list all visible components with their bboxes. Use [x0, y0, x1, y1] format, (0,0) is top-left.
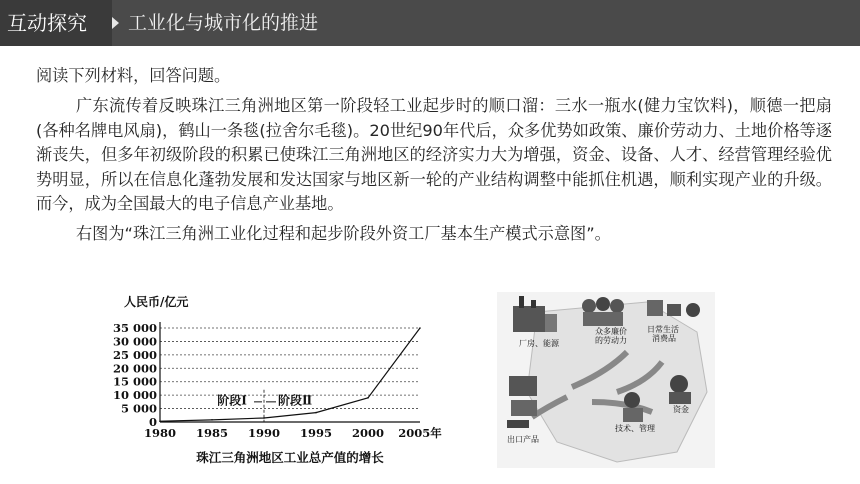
production-model-diagram: [497, 292, 715, 468]
header-bar: [0, 0, 860, 46]
y-axis-label: 人民币/亿元: [124, 295, 189, 309]
y-tick-label: 10 000: [112, 388, 157, 403]
chart-svg: [112, 292, 460, 472]
label-capital: 资金: [673, 405, 689, 414]
output-growth-chart: [112, 292, 460, 472]
stage-1-label: 阶段Ⅰ: [217, 393, 247, 408]
x-tick-label: 1985: [195, 426, 229, 440]
section-tag: 互动探究: [0, 0, 112, 46]
diagram-svg: [497, 292, 715, 468]
x-tick-label: 1995: [299, 426, 333, 440]
x-tick-label: 2005年: [398, 426, 442, 440]
figure-caption-paragraph: 右图为“珠江三角洲工业化过程和起步阶段外资工厂基本生产模式示意图”。: [76, 224, 611, 244]
stage-2-label: 阶段Ⅱ: [278, 393, 313, 408]
export-products-icon: [507, 376, 537, 428]
y-tick-label: 5 000: [120, 401, 157, 416]
intro-text: 阅读下列材料，回答问题。: [36, 66, 231, 85]
page-title: 工业化与城市化的推进: [128, 12, 319, 34]
reading-material: [36, 64, 832, 247]
data-point: [419, 327, 421, 329]
label-goods-2: 消费品: [652, 334, 676, 343]
label-goods-1: 日常生活: [647, 325, 679, 334]
label-tech: 技术、管理: [615, 424, 655, 433]
x-tick-label: 1980: [143, 426, 177, 440]
label-export: 出口产品: [507, 435, 539, 444]
label-labor-1: 众多廉价: [595, 327, 627, 336]
arrow-right-icon: [112, 17, 119, 29]
data-point: [315, 412, 317, 414]
factory-icon: [513, 296, 557, 332]
x-tick-label: 1990: [247, 426, 281, 440]
data-point: [211, 419, 213, 421]
chart-title: 珠江三角洲地区工业总产值的增长: [196, 450, 384, 465]
goods-icon: [647, 300, 700, 317]
data-point: [159, 420, 161, 422]
y-tick-label: 0: [148, 415, 157, 429]
y-tick-label: 35 000: [112, 321, 157, 335]
y-tick-label: 30 000: [112, 334, 157, 349]
y-tick-label: 25 000: [112, 347, 157, 362]
label-factory: 厂房、能源: [519, 339, 559, 348]
label-labor-2: 的劳动力: [595, 336, 627, 345]
data-point: [263, 417, 265, 419]
x-tick-label: 2000: [351, 426, 385, 440]
material-paragraph: 广东流传着反映珠江三角洲地区第一阶段轻工业起步时的顺口溜：三水一瓶水(健力宝饮料)，顺德一把扇(各种名牌电风扇)，鹤山一条毯(拉舍尔毛毯)。20世纪90年代后，众多优势如政策、廉价劳动力、土地价格等逐渐丧失，但多年初级阶段的积累已使珠江三角洲地区的经济实力大为增强，资金、设备、人才、经营管理经验优势明显，所以在信息化蓬勃发展和发达国家与地区新一轮的产业结构调整中能抓住机遇，顺利实现产业的升级。而今，成为全国最大的电子信息产业基地。: [36, 96, 832, 214]
y-tick-label: 20 000: [112, 361, 157, 376]
y-tick-label: 15 000: [112, 374, 157, 389]
data-point: [367, 397, 369, 399]
